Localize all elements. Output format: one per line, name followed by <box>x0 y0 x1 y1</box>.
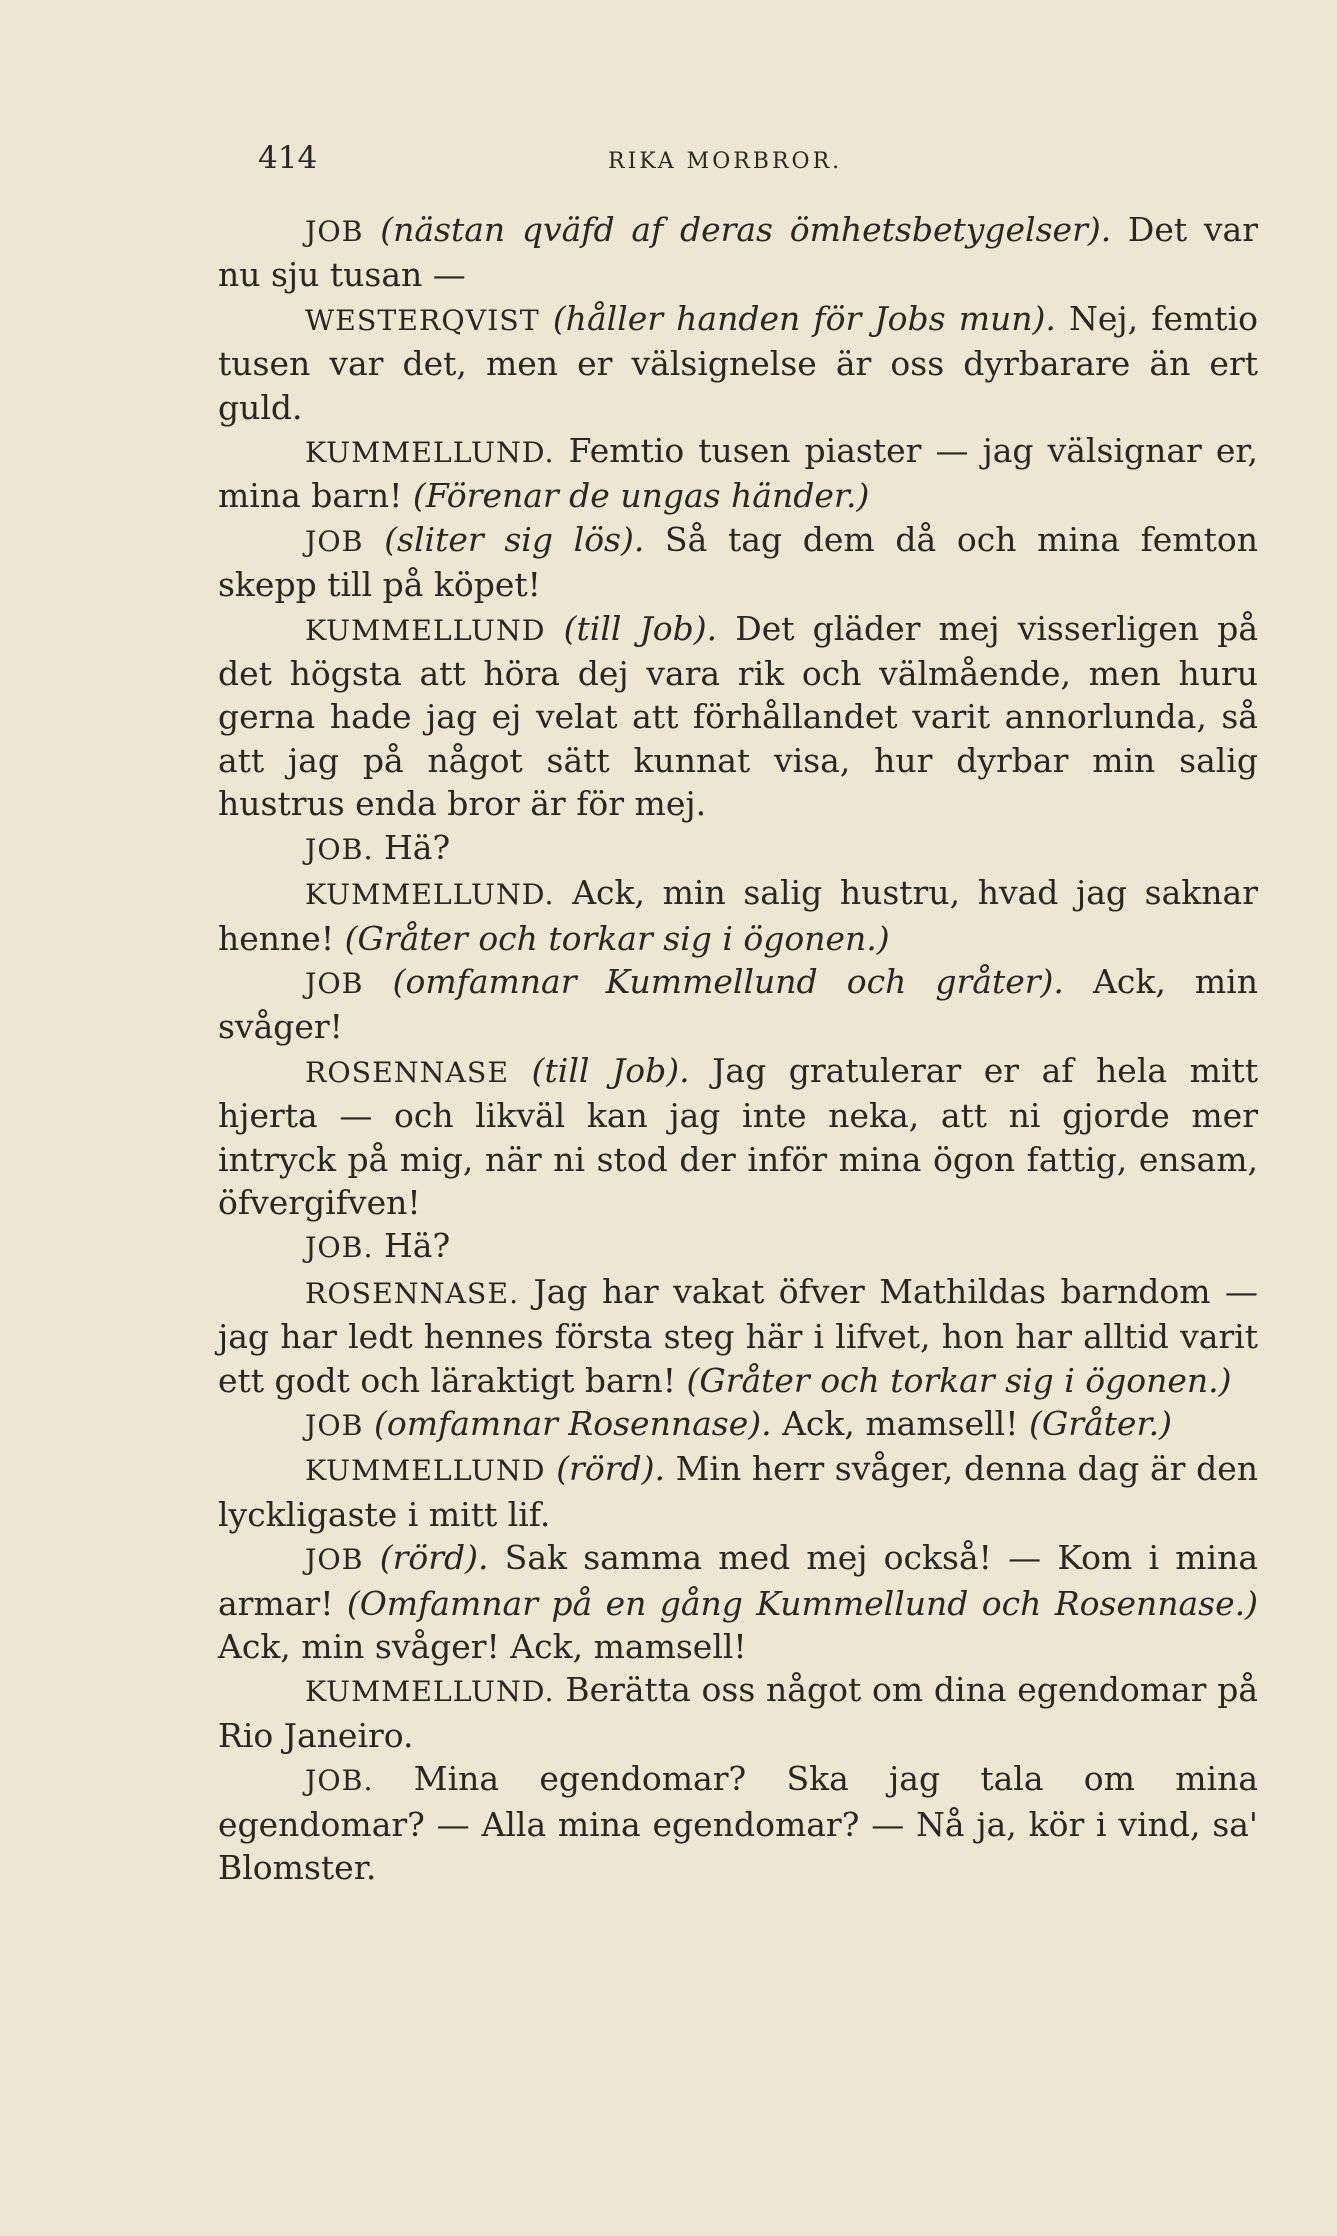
dialogue-body <box>218 208 1258 1889</box>
page-header <box>258 140 1198 190</box>
dialogue-paragraph <box>218 1270 1258 1402</box>
dialogue-paragraph <box>218 1447 1258 1536</box>
stage-direction: (Omfamnar på en gång Kummellund och Rosennase.) <box>346 1583 1258 1623</box>
speaker-name: JOB. <box>305 832 374 866</box>
speaker-name: KUMMELLUND. <box>305 1675 555 1709</box>
speaker-name: KUMMELLUND <box>305 1454 546 1488</box>
dialogue-text: Ack, mamsell! <box>771 1403 1029 1443</box>
stage-direction: (Gråter.) <box>1028 1403 1172 1443</box>
stage-direction: (sliter sig lös). <box>384 519 645 559</box>
stage-direction: (till Job). <box>563 608 718 648</box>
dialogue-text: Femtio tusen piaster — jag välsignar er, mina barn! <box>218 431 1258 516</box>
stage-direction: (omfamnar Rosennase). <box>374 1403 772 1443</box>
dialogue-paragraph <box>218 518 1258 607</box>
dialogue-text: Ack, min salig hustru, hvad jag saknar henne! <box>218 873 1258 958</box>
dialogue-text: Sak samma med mej också! — Kom i mina armar! <box>218 1538 1258 1623</box>
speaker-name: JOB. <box>305 1231 374 1265</box>
speaker-name: KUMMELLUND. <box>305 878 555 912</box>
dialogue-paragraph <box>218 1668 1258 1757</box>
stage-direction: (nästan qväfd af deras ömhetsbetygelser). <box>380 210 1112 249</box>
speaker-name: JOB. <box>305 1764 374 1798</box>
dialogue-text: Mina egendomar? Ska jag tala om mina egendomar? — Alla mina egendomar? — Nå ja, kör i vind, sa' Blomster. <box>218 1759 1258 1888</box>
dialogue-paragraph <box>218 871 1258 960</box>
stage-direction: (Gråter och torkar sig i ögonen.) <box>344 918 890 958</box>
dialogue-paragraph <box>218 208 1258 297</box>
speaker-name: JOB <box>305 1408 364 1442</box>
dialogue-paragraph <box>218 297 1258 429</box>
speaker-name: JOB <box>305 1543 364 1577</box>
dialogue-paragraph <box>218 826 1258 871</box>
speaker-name: WESTERQVIST <box>305 303 540 337</box>
dialogue-text: Nej, femtio tusen var det, men er välsignelse är oss dyrbarare än ert guld. <box>218 298 1258 427</box>
dialogue-text: Så tag dem då och mina femton skepp till på köpet! <box>218 519 1258 605</box>
page-number: 414 <box>258 140 318 176</box>
dialogue-text: Ack, min svåger! Ack, mamsell! <box>218 1627 747 1666</box>
dialogue-paragraph <box>218 429 1258 518</box>
stage-direction: (Gråter och torkar sig i ögonen.) <box>686 1360 1232 1400</box>
dialogue-paragraph <box>218 607 1258 826</box>
stage-direction: (rörd). <box>556 1449 665 1489</box>
dialogue-paragraph <box>218 1049 1258 1225</box>
dialogue-text: Berätta oss något om dina egendomar på Rio Janeiro. <box>218 1670 1258 1755</box>
dialogue-text: Det var nu sju tusan — <box>218 210 1258 295</box>
dialogue-text: Det gläder mej visserligen på det högsta att höra dej vara rik och välmående, men huru gerna hade jag ej velat att förhållandet varit annorlunda, så att jag på något sätt kunnat visa, hur dyrbar min salig hustrus enda bror är för mej. <box>218 608 1259 824</box>
dialogue-text: Jag gratulerar er af hela mitt hjerta — och likväl kan jag inte neka, att ni gjorde mer intryck på mig, när ni stod der inför mina ögon fattig, ensam, öfvergifven! <box>218 1050 1259 1222</box>
speaker-name: ROSENNASE <box>305 1055 510 1089</box>
speaker-name: JOB <box>305 524 364 558</box>
speaker-name: ROSENNASE. <box>305 1276 520 1310</box>
stage-direction: (rörd). <box>379 1538 489 1578</box>
stage-direction: (till Job). <box>531 1050 690 1090</box>
stage-direction: (omfamnar Kummellund och gråter). <box>392 961 1064 1001</box>
dialogue-text: Hä? <box>373 827 451 867</box>
running-title: RIKA MORBROR. <box>608 149 843 174</box>
stage-direction: (håller handen för Jobs mun). <box>552 298 1056 338</box>
dialogue-paragraph <box>218 960 1258 1049</box>
stage-direction: (Förenar de ungas händer.) <box>412 476 870 516</box>
dialogue-text: Hä? <box>373 1226 451 1266</box>
dialogue-text: Min herr svåger, denna dag är den lyckligaste i mitt lif. <box>218 1449 1258 1534</box>
speaker-name: KUMMELLUND. <box>305 436 555 470</box>
speaker-name: KUMMELLUND <box>305 613 546 647</box>
dialogue-paragraph <box>218 1224 1258 1269</box>
dialogue-paragraph <box>218 1402 1258 1447</box>
dialogue-paragraph <box>218 1757 1258 1889</box>
speaker-name: JOB <box>305 215 364 248</box>
speaker-name: JOB <box>305 966 364 1000</box>
dialogue-text: Ack, min svåger! <box>218 961 1258 1047</box>
dialogue-text: Jag har vakat öfver Mathildas barndom — jag har ledt hennes första steg här i lifvet, hon har alltid varit ett godt och läraktigt barn! <box>218 1271 1258 1400</box>
dialogue-paragraph <box>218 1536 1258 1668</box>
